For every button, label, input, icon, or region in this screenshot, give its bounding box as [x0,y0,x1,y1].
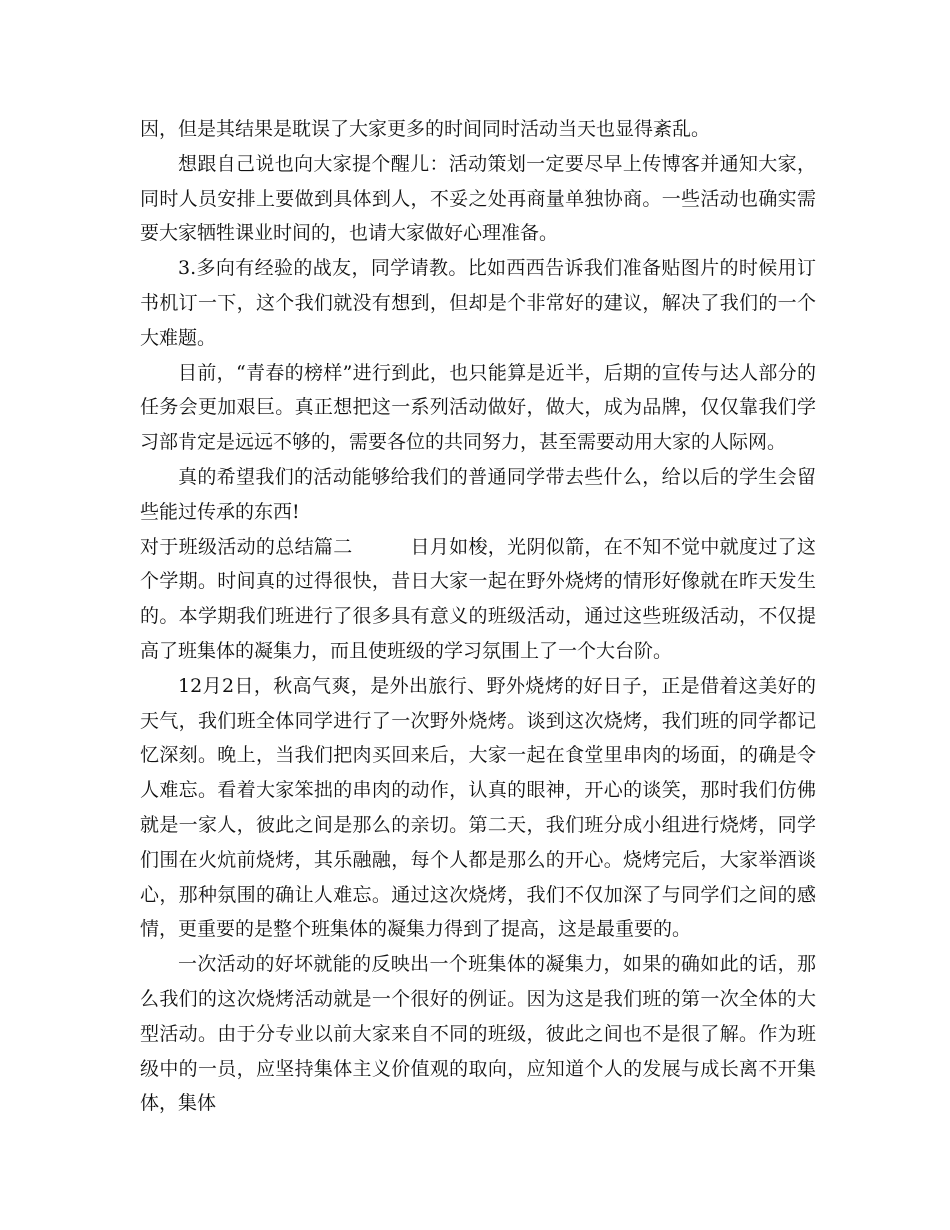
heading-gap [353,536,411,558]
paragraph-cohesion: 一次活动的好坏就能的反映出一个班集体的凝集力，如果的确如此的话，那么我们的这次烧烤活动就是一个很好的例证。因为这是我们班的第一次全体的大型活动。由于分专业以前大家来自不同的班级，彼此之间也不是很了解。作为班级中的一员，应坚持集体主义价值观的取向，应知道个人的发展与成长离不开集体，集体 [140,953,816,1115]
section-paragraph [140,530,816,669]
paragraph-continued: 因，但是其结果是耽误了大家更多的时间同时活动当天也显得紊乱。 [140,118,711,140]
paragraph-bbq: 12月2日，秋高气爽，是外出旅行、野外烧烤的好日子，正是借着这美好的天气，我们班全体同学进行了一次野外烧烤。谈到这次烧烤，我们班的同学都记忆深刻。晚上，当我们把肉买回来后，大家一起在食堂里串肉的场面，的确是令人难忘。看着大家笨拙的串肉的动作，认真的眼神，开心的谈笑，那时我们仿佛就是一家人，彼此之间是那么的亲切。第二天，我们班分成小组进行烧烤，同学们围在火炕前烧烤，其乐融融，每个人都是那么的开心。烧烤完后，大家举酒谈心，那种氛围的确让人难忘。通过这次烧烤，我们不仅加深了与同学们之间的感情，更重要的是整个班集体的凝集力得到了提高，这是最重要的。 [140,674,816,941]
section-heading: 对于班级活动的总结篇二 [140,535,353,558]
paragraph-current-status: 目前，“青春的榜样”进行到此，也只能算是近半，后期的宣传与达人部分的任务会更加艰巨。真正想把这一系列活动做好，做大，成为品牌，仅仅靠我们学习部肯定是远远不够的，需要各位的共同努力，甚至需要动用大家的人际网。 [140,361,816,454]
section-first-paragraph: 日月如梭，光阴似箭，在不知不觉中就度过了这个学期。时间真的过得很快，昔日大家一起在野外烧烤的情形好像就在昨天发生的。本学期我们班进行了很多具有意义的班级活动，通过这些班级活动，不仅提高了班集体的凝集力，而且使班级的学习氛围上了一个大台阶。 [140,535,816,662]
paragraph-reminder: 想跟自己说也向大家提个醒儿：活动策划一定要尽早上传博客并通知大家，同时人员安排上要做到具体到人，不妥之处再商量单独协商。一些活动也确实需要大家牺牲课业时间的，也请大家做好心理准备。 [140,152,816,245]
paragraph-hope: 真的希望我们的活动能够给我们的普通同学带去些什么，给以后的学生会留些能过传承的东西! [140,465,816,523]
paragraph-point-3: 3.多向有经验的战友，同学请教。比如西西告诉我们准备贴图片的时候用订书机订一下，这个我们就没有想到，但却是个非常好的建议，解决了我们的一个大难题。 [140,257,816,349]
document-body [140,112,816,1121]
